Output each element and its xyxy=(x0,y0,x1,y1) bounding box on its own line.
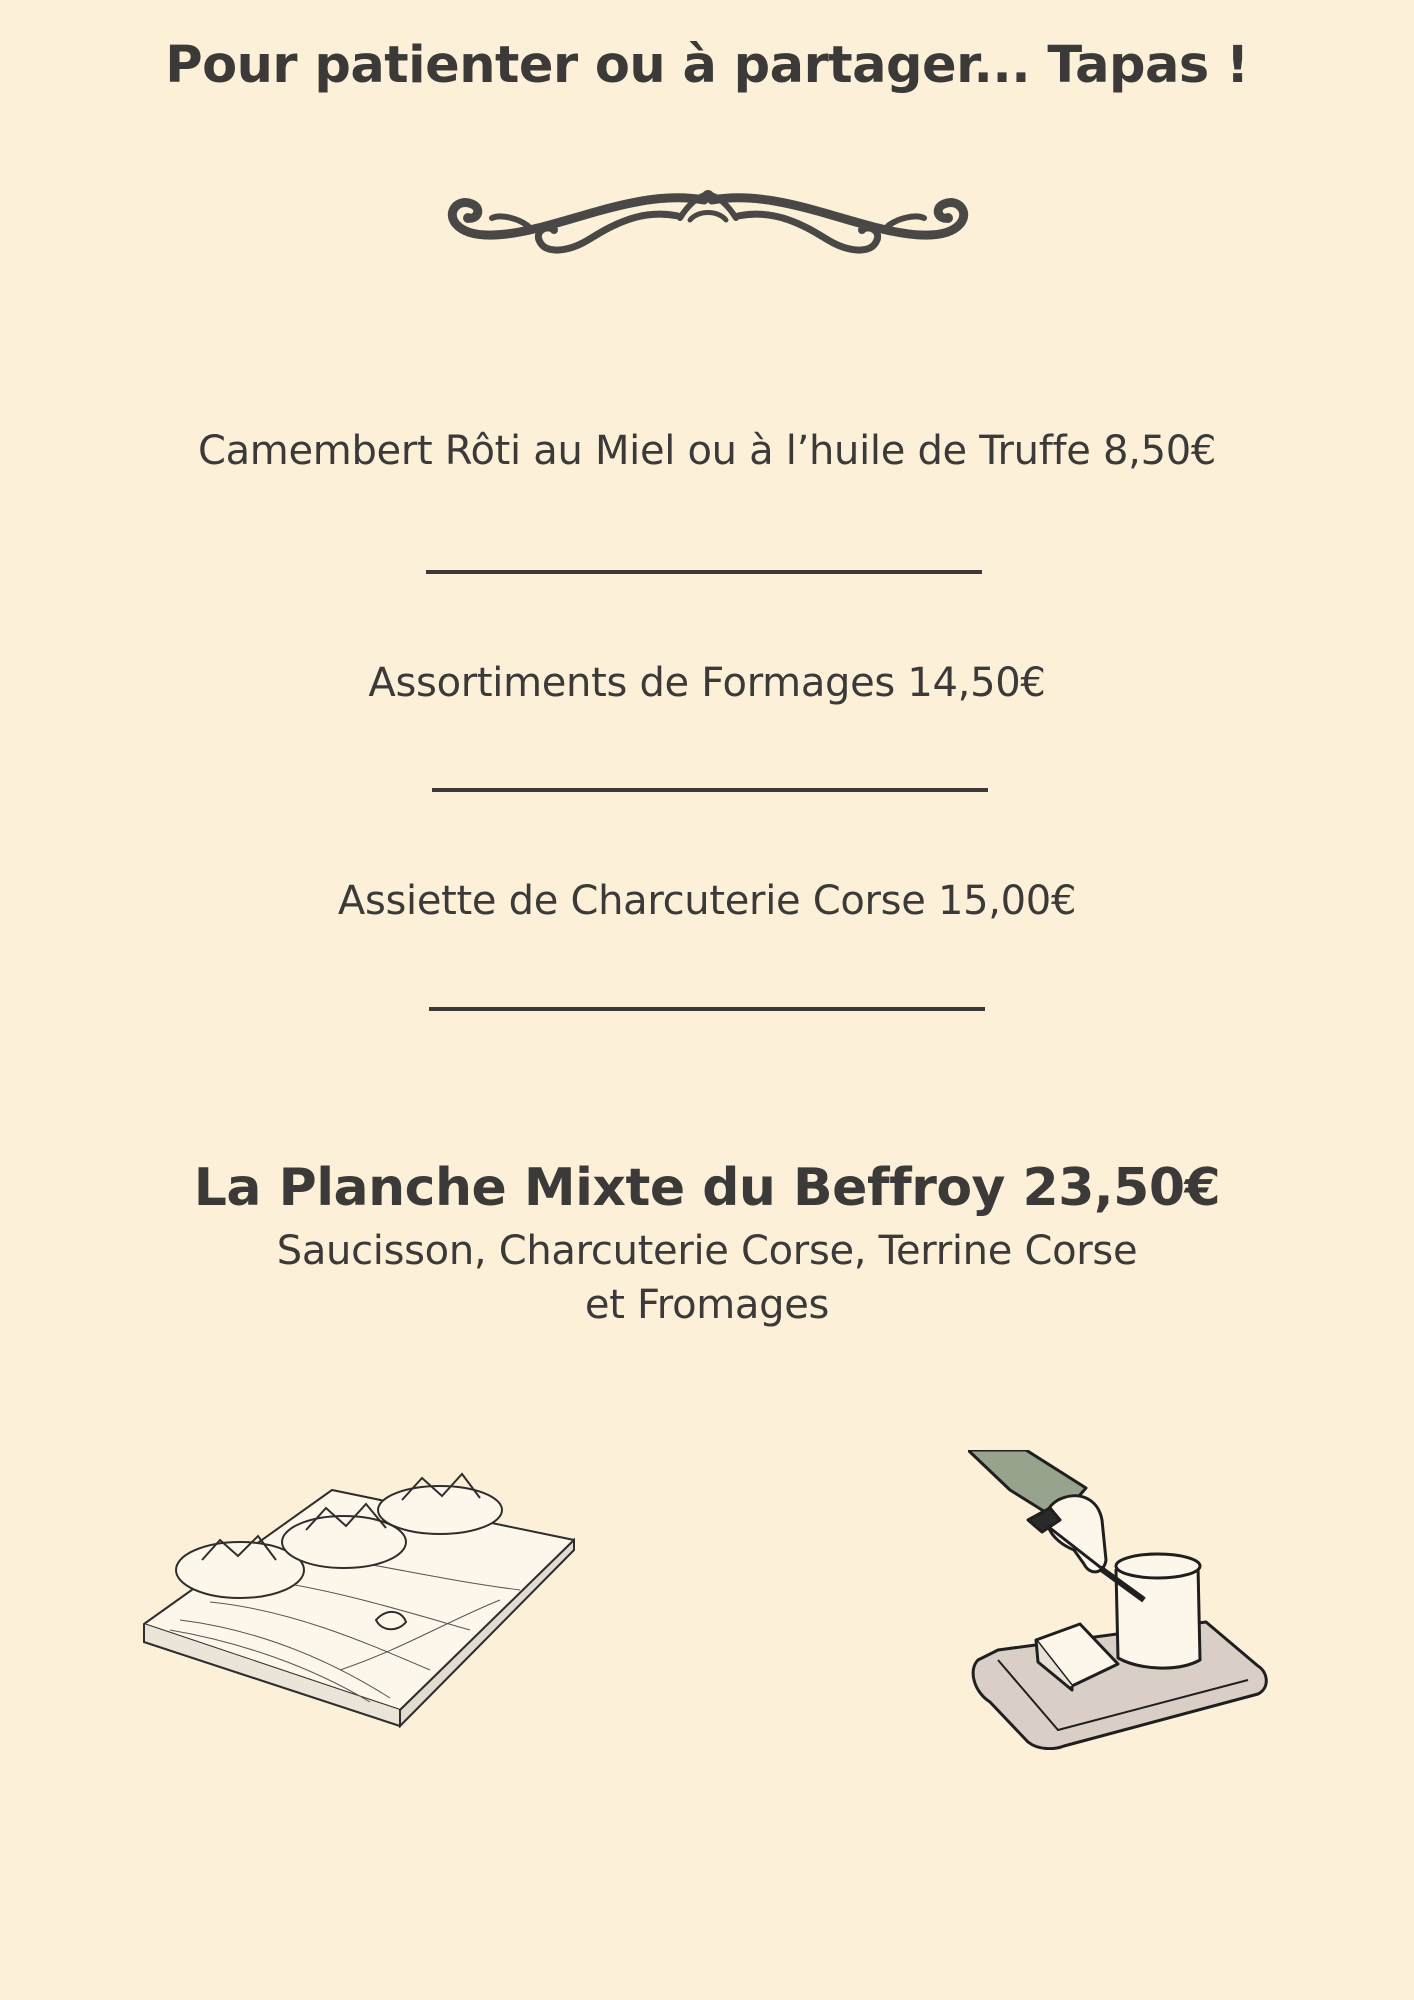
menu-item-charcuterie: Assiette de Charcuterie Corse 15,00€ xyxy=(337,878,1077,924)
planche-description-line: et Fromages xyxy=(584,1282,830,1328)
menu-item-fromages: Assortiments de Formages 14,50€ xyxy=(368,660,1046,706)
bruschetta-board-illustration xyxy=(140,1470,580,1730)
divider-line xyxy=(429,1007,985,1011)
divider-line xyxy=(426,570,982,574)
planche-title: La Planche Mixte du Beffroy 23,50€ xyxy=(193,1158,1221,1218)
divider-line xyxy=(432,788,988,792)
cheese-cutting-illustration xyxy=(968,1450,1268,1750)
flourish-divider-icon xyxy=(428,188,988,278)
planche-description xyxy=(0,1224,1414,1332)
planche-description-line: Saucisson, Charcuterie Corse, Terrine Corse xyxy=(276,1228,1138,1274)
page-title: Pour patienter ou à partager... Tapas ! xyxy=(165,36,1249,95)
menu-item-camembert: Camembert Rôti au Miel ou à l’huile de Truffe 8,50€ xyxy=(197,428,1217,474)
